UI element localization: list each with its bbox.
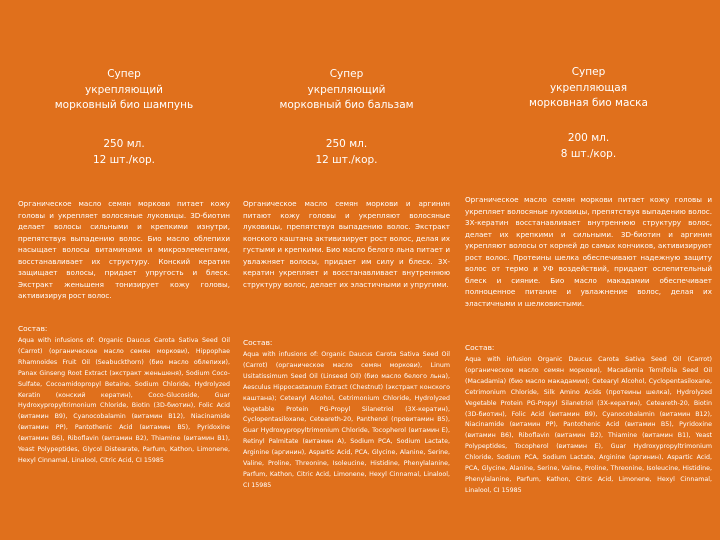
title-line: Супер [571, 66, 606, 78]
volume-line: 250 мл. [103, 138, 145, 150]
title-line: Супер [107, 68, 141, 80]
composition-label: Состав: [465, 343, 495, 352]
title-line: морковный био бальзам [279, 99, 414, 111]
volume-line: 250 мл. [325, 138, 368, 150]
pack-line: 12 шт./кор. [315, 153, 378, 166]
product-volume [18, 137, 230, 168]
volume-line: 200 мл. [567, 132, 610, 144]
composition-text: Aqua with infusions of: Organic Daucus Carota Sativa Seed Oil (Carrot) (органическое масло семян моркови), Linum Usitatissimum Seed Oil (Linseed Oil) (био масло белого льна), Aesculus Hippocastanum Extract (Chestnut) (экстракт конского каштана); Cetearyl Alcohol, Cetrimonium Chloride, Hydrolyzed Vegetable Protein PG-Propyl Silanetriol (3Х-кератин), Cyclopentasiloxane, Ceteareth-20, Panthenol (провитамин B5), Guar Hydroxypropyltrimonium Chloride, Tocopherol (витамин E), Retinyl Palmitate (витамин A), Sodium PCA, Sodium Lactate, Arginine (аргинин), Aspartic Acid, PCA, Glycine, Alanine, Serine, Valine, Proline, Threonine, Isoleucine, Histidine, Phenylalanine, Parfum, Kathon, Citric Acid, Limonene, Hexyl Cinnamal, Linalool, CI 15985 [243, 351, 450, 489]
product-volume [465, 131, 712, 162]
product-title [465, 65, 712, 112]
title-line: укрепляющий [307, 83, 386, 96]
title-line: укрепляющий [85, 83, 163, 96]
product-description: Органическое масло семян моркови питает кожу головы и укрепляет волосяные луковицы, препятствуя выпадению волос. 3Х-кератин восстанавливает внутреннюю структуру волос, делает их крепкими и сильными. 3D-биотин и аргинин укрепляют волосы от корней до самых кончиков, активизируют рост волос. Протеины шелка обеспечивают надежную защиту волос от термо и УФ воздействий, придают ослепительный блеск и сияние. Био масло макадамии обеспечивает полноценное питание и увлажнение волос, делая их эластичными и шелковистыми. [465, 195, 712, 308]
composition-text: Aqua with infusion Organic Daucus Carota Sativa Seed Oil (Carrot) (органическое масло семян моркови), Macadamia Ternifolia Seed Oil (Macadamia) (био масло макадамии); Cetearyl Alcohol, Cyclopentasiloxane, Cetrimonium Chloride, Silk Amino Acids (протеины шелка), Hydrolyzed Vegetable Protein PG-Propyl Silanetriol (3Х-кератин), Ceteareth-20, Biotin (3D-биотин), Folic Acid (витамин B9), Cyanocobalamin (витамин B12), Niacinamide (витамин PP), Pantothenic Acid (витамин B5), Pyridoxine (витамин B6), Riboflavin (витамин B2), Thiamine (витамин B1), Yeast Polypeptides, Tocopherol (витамин E), Guar Hydroxypropyltrimonium Chloride, Sodium PCA, Sodium Lactate, Arginine (аргинин), Aspartic Acid, PCA, Glycine, Alanine, Serine, Valine, Proline, Threonine, Isoleucine, Histidine, Phenylalanine, Parfum, Kathon, Citric Acid, Limonene, Hexyl Cinnamal, Linalool, CI 15985 [465, 356, 712, 494]
product-title [243, 67, 450, 114]
product-volume [243, 137, 450, 168]
product-title [18, 67, 230, 114]
composition-label: Состав: [243, 338, 273, 347]
product-description: Органическое масло семян моркови и аргинин питают кожу головы и укрепляют волосяные луковицы, препятствуя выпадению волос. Экстракт конского каштана активизирует рост волос, делая их густыми и крепкими. Био масло белого льна питает и увлажняет волосы, придает им силу и блеск. 3Х-кератин укрепляет и восстанавливает внутреннюю структуру волос, делает их эластичными и упругими. [243, 199, 450, 289]
title-line: морковный био шампунь [54, 99, 194, 111]
product-description: Органическое масло семян моркови питает кожу головы и укрепляет волосяные луковицы. 3D-биотин делает волосы сильными и крепкими изнутри, препятствуя выпадению волос. Био масло облепихи насыщает волосы витаминами и микроэлементами, восстанавливает их структуру. Конский кератин защищает волосы, придает упругость и блеск. Экстракт женьшеня тонизирует кожу головы, активизируя рост волос. [18, 199, 230, 300]
title-line: морковная био маска [529, 97, 648, 109]
pack-line: 8 шт./кор. [560, 147, 617, 160]
pack-line: 12 шт./кор. [92, 153, 156, 166]
title-line: укрепляющая [549, 81, 628, 94]
composition-text: Aqua with infusions of: Organic Daucus Carota Sativa Seed Oil (Carrot) (органическое масло семян моркови), Hippophae Rhamnoides Fruit Oil (Seabuckthorn) (био масло облепихи), Panax Ginseng Root Extract (экстракт женьшеня), Sodium Coco-Sulfate, Cocoamidopropyl Betaine, Sodium Chloride, Hydrolyzed Keratin (конский кератин), Coco-Glucoside, Guar Hydroxypropyltrimonium Chloride, Biotin (3D-биотин), Folic Acid (витамин B9), Cyanocobalamin (витамин B12), Niacinamide (витамин PP), Pantothenic Acid (витамин B5), Pyridoxine (витамин B6), Riboflavin (витамин B2), Thiamine (витамин B1), Yeast Polypeptides, Glycol Distearate, Parfum, Kathon, Limonene, Hexyl Cinnamal, Linalool, Citric Acid, CI 15985 [18, 337, 230, 464]
composition-label: Состав: [18, 324, 48, 333]
title-line: Супер [329, 68, 364, 80]
